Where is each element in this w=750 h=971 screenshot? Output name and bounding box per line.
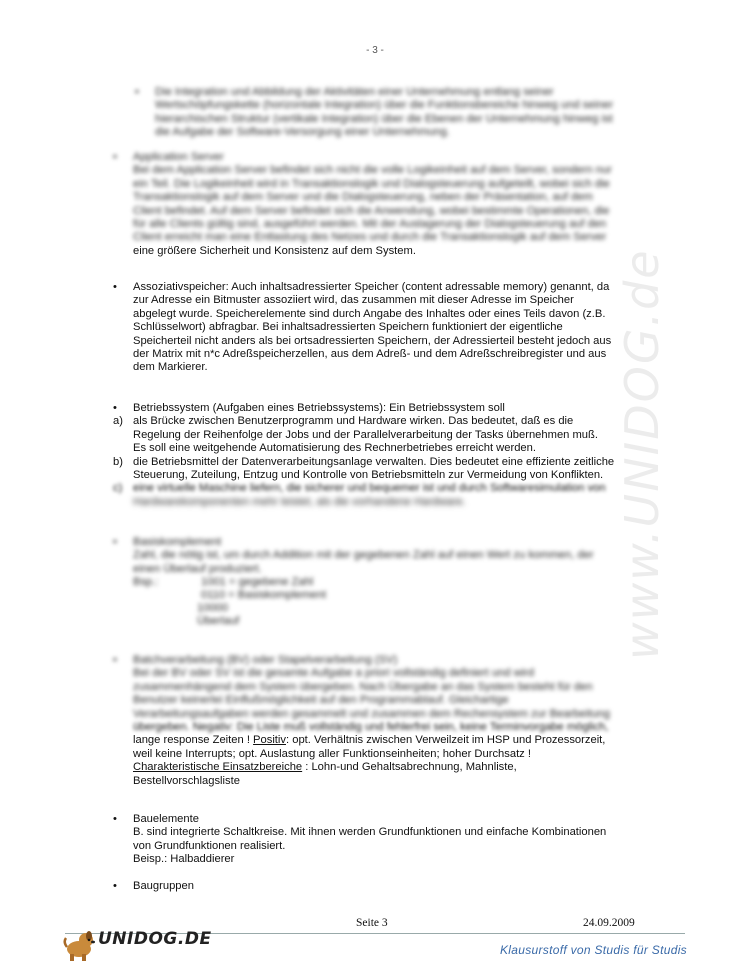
text-line: für alle Clients gültig sind, ausgeführt werden. Mit der Auslagerung der Dialogsteuerung auf den bbox=[133, 218, 607, 231]
bullet-icon: • bbox=[113, 536, 117, 548]
section-title: Basiskomplement bbox=[133, 536, 222, 548]
bullet-icon: • bbox=[113, 402, 117, 414]
text-line: von Grundfunktionen realisiert. bbox=[133, 839, 286, 852]
text-line: Bei der BV oder SV ist die gesamte Aufgabe a priori vollständig definiert und wird bbox=[133, 667, 535, 680]
text-line: Benutzer keinerlei Einflußmöglichkeit auf den Programmablauf. Gleichartige bbox=[133, 694, 509, 707]
text-line: Transaktionslogik auf dem Server und die Dialogsteuerung, neben der Präsentation, auf dem bbox=[133, 191, 593, 204]
enum-label: a) bbox=[113, 415, 123, 428]
example-label: Bsp.: bbox=[133, 576, 159, 589]
example-sum: 10000 bbox=[197, 602, 229, 615]
text-line: eine größere Sicherheit und Konsistenz auf dem System. bbox=[133, 244, 416, 257]
text-line: Bei dem Application Server befindet sich nicht die volle Logikeinheit auf dem Server, sondern nur bbox=[133, 164, 612, 177]
page-marker: - 3 - bbox=[366, 45, 384, 56]
text-line bbox=[133, 761, 633, 774]
example-overflow: Überlauf bbox=[197, 615, 240, 628]
text-fragment: lange response Zeiten ! bbox=[133, 734, 250, 747]
enum-label: b) bbox=[113, 455, 123, 468]
text-line: ein Teil. Die Logikeinheit wird in Transaktionslogik und Dialogsteuerung aufgeteilt, wobei sich die bbox=[133, 177, 610, 190]
text-line: weil keine Interrupts; opt. Auslastung aller Funktionseinheiten; hoher Durchsatz ! bbox=[133, 747, 531, 760]
basiskomplement-section bbox=[113, 536, 633, 630]
bullet-icon: • bbox=[135, 86, 139, 98]
bauelemente-section bbox=[113, 813, 633, 867]
bullet-icon: • bbox=[113, 880, 117, 892]
bullet-icon: • bbox=[113, 654, 117, 666]
section-title: Bauelemente bbox=[133, 813, 199, 825]
text-line: zusammenhängend dem System übergeben. Nach Übergabe an das System besteht für den bbox=[133, 680, 593, 693]
enum-item-a bbox=[113, 415, 633, 455]
text-line: übergeben. Negativ: Die Liste muß vollständig und fehlerfrei sein, keine Terminvorgabe möglich, bbox=[133, 721, 609, 734]
assoziativspeicher-section bbox=[113, 281, 633, 375]
text-line: zur Adresse ein Bitmuster assoziiert wird, das zusammen mit dieser Adresse im Speicher bbox=[133, 294, 574, 307]
text-line: die Betriebsmittel der Datenverarbeitungsanlage verwalten. Dies bedeutet eine effiziente zeitliche bbox=[133, 455, 615, 468]
section-title: Application Server bbox=[133, 151, 224, 163]
text-line: als Brücke zwischen Benutzerprogramm und Hardware wirken. Das bedeutet, daß es die bbox=[133, 415, 574, 428]
batchverarbeitung-section bbox=[113, 654, 633, 788]
text-line: Die Integration und Abbildung der Aktivitäten einer Unternehmung entlang seiner bbox=[155, 86, 554, 98]
positiv-label: Positiv bbox=[253, 734, 286, 747]
example-row: 0110 = Basiskomplement bbox=[201, 589, 327, 602]
example-block bbox=[133, 576, 633, 630]
section-title: Betriebssystem (Aufgaben eines Betriebssystems): Ein Betriebssystem soll bbox=[133, 402, 505, 414]
application-server-section bbox=[113, 151, 633, 258]
text-line: Client erreicht man eine Entlastung des Netzes und durch die Transaktionslogik auf dem Server bbox=[133, 231, 607, 244]
text-fragment: : Lohn-und Gehaltsabrechnung, Mahnliste, bbox=[302, 761, 517, 774]
section-title: Baugruppen bbox=[133, 880, 194, 892]
text-line: Client befindet. Auf dem Server befindet sich die Anwendung, wobei bestimmte Operationen, die bbox=[133, 204, 610, 217]
text-line bbox=[133, 734, 633, 747]
text-line: hierarchischen Struktur (vertikale Integration) über die Ebenen der Unternehmung hinweg ist bbox=[155, 112, 613, 125]
section-title: Batchverarbeitung (BV) oder Stapelverarbeitung (SV) bbox=[133, 654, 398, 666]
text-line: Schlüsselwort) abfragbar. Bei inhaltsadressierten Speichern funktioniert der eigentliche bbox=[133, 321, 563, 334]
unidog-logo bbox=[62, 925, 212, 963]
text-line: B. sind integrierte Schaltkreise. Mit ihnen werden Grundfunktionen und einfache Kombinationen bbox=[133, 826, 607, 839]
text-line: dem Markierer. bbox=[133, 361, 208, 374]
text-line: Wertschöpfungskette (horizontale Integration) über die Funktionsbereiche hinweg und seiner bbox=[155, 99, 614, 112]
text-line: eine virtuelle Maschine liefern, die sicherer und bequemer ist und durch Softwaresimulation von bbox=[133, 482, 606, 495]
logo-text: UNIDOG.DE bbox=[98, 929, 212, 949]
text-line: Hardwarekomponenten mehr leistet, als die vorhandene Hardware. bbox=[133, 495, 466, 508]
bullet-icon: • bbox=[113, 151, 117, 163]
dog-icon bbox=[62, 927, 98, 963]
text-line: Beisp.: Halbaddierer bbox=[133, 853, 235, 866]
text-line: Assoziativspeicher: Auch inhaltsadressierter Speicher (content adressable memory) genannt, da bbox=[133, 281, 610, 293]
text-line: Bestellvorschlagsliste bbox=[133, 774, 240, 787]
text-line: abgelegt wurde. Speicherelemente sind durch Angabe des Inhaltes oder eines Teils davon (z.B. bbox=[133, 307, 606, 320]
enum-item-b bbox=[113, 455, 633, 483]
bullet-icon: • bbox=[113, 281, 117, 293]
enum-label: c) bbox=[113, 482, 123, 495]
text-line: die Aufgabe der Software-Versorgung einer Unternehmung. bbox=[155, 126, 450, 139]
text-line: Zahl, die nötig ist, um durch Addition mit der gegebenen Zahl auf einen Wert zu kommen, der bbox=[133, 549, 594, 562]
text-line: der Matrix mit n*c Adreßspeicherzellen, aus dem Adreß- und dem Adreßschreibregister und aus bbox=[133, 348, 607, 361]
footer-slogan: Klausurstoff von Studis für Studis bbox=[500, 943, 687, 957]
bullet-icon: • bbox=[113, 813, 117, 825]
watermark: www.UNIDOG.de bbox=[615, 248, 669, 660]
einsatz-label: Charakteristische Einsatzbereiche bbox=[133, 761, 303, 774]
baugruppen-section bbox=[113, 880, 633, 893]
footer-page-number: Seite 3 bbox=[356, 917, 388, 929]
enum-item-c bbox=[113, 482, 633, 509]
text-line: Verarbeitungsaufgaben werden gesammelt und zusammen dem Rechensystem zur Bearbeitung bbox=[133, 707, 610, 720]
text-line: einen Überlauf produziert. bbox=[133, 562, 262, 575]
text-line: Steuerung, Zuteilung, Entzug und Kontrolle von Betriebsmitteln zur Vermeidung von Konflikten. bbox=[133, 469, 604, 482]
integration-section bbox=[135, 86, 635, 140]
example-row: 1001 = gegebene Zahl bbox=[201, 576, 314, 589]
footer-date: 24.09.2009 bbox=[583, 917, 635, 929]
text-fragment: : opt. Verhältnis zwischen Verweilzeit im HSP und Prozessorzeit, bbox=[286, 734, 606, 747]
text-line: Speicherteil nicht anders als bei ortsadressierten Speichern, der Adressierteil besteht jedoch aus bbox=[133, 334, 612, 347]
betriebssystem-section bbox=[113, 402, 633, 509]
text-line: Regelung der Reihenfolge der Jobs und der Parallelverarbeitung der Tasks übernehmen muß. bbox=[133, 428, 598, 441]
text-line: Es soll eine weitgehende Automatisierung des Rechnerbetriebes erreicht werden. bbox=[133, 442, 536, 455]
